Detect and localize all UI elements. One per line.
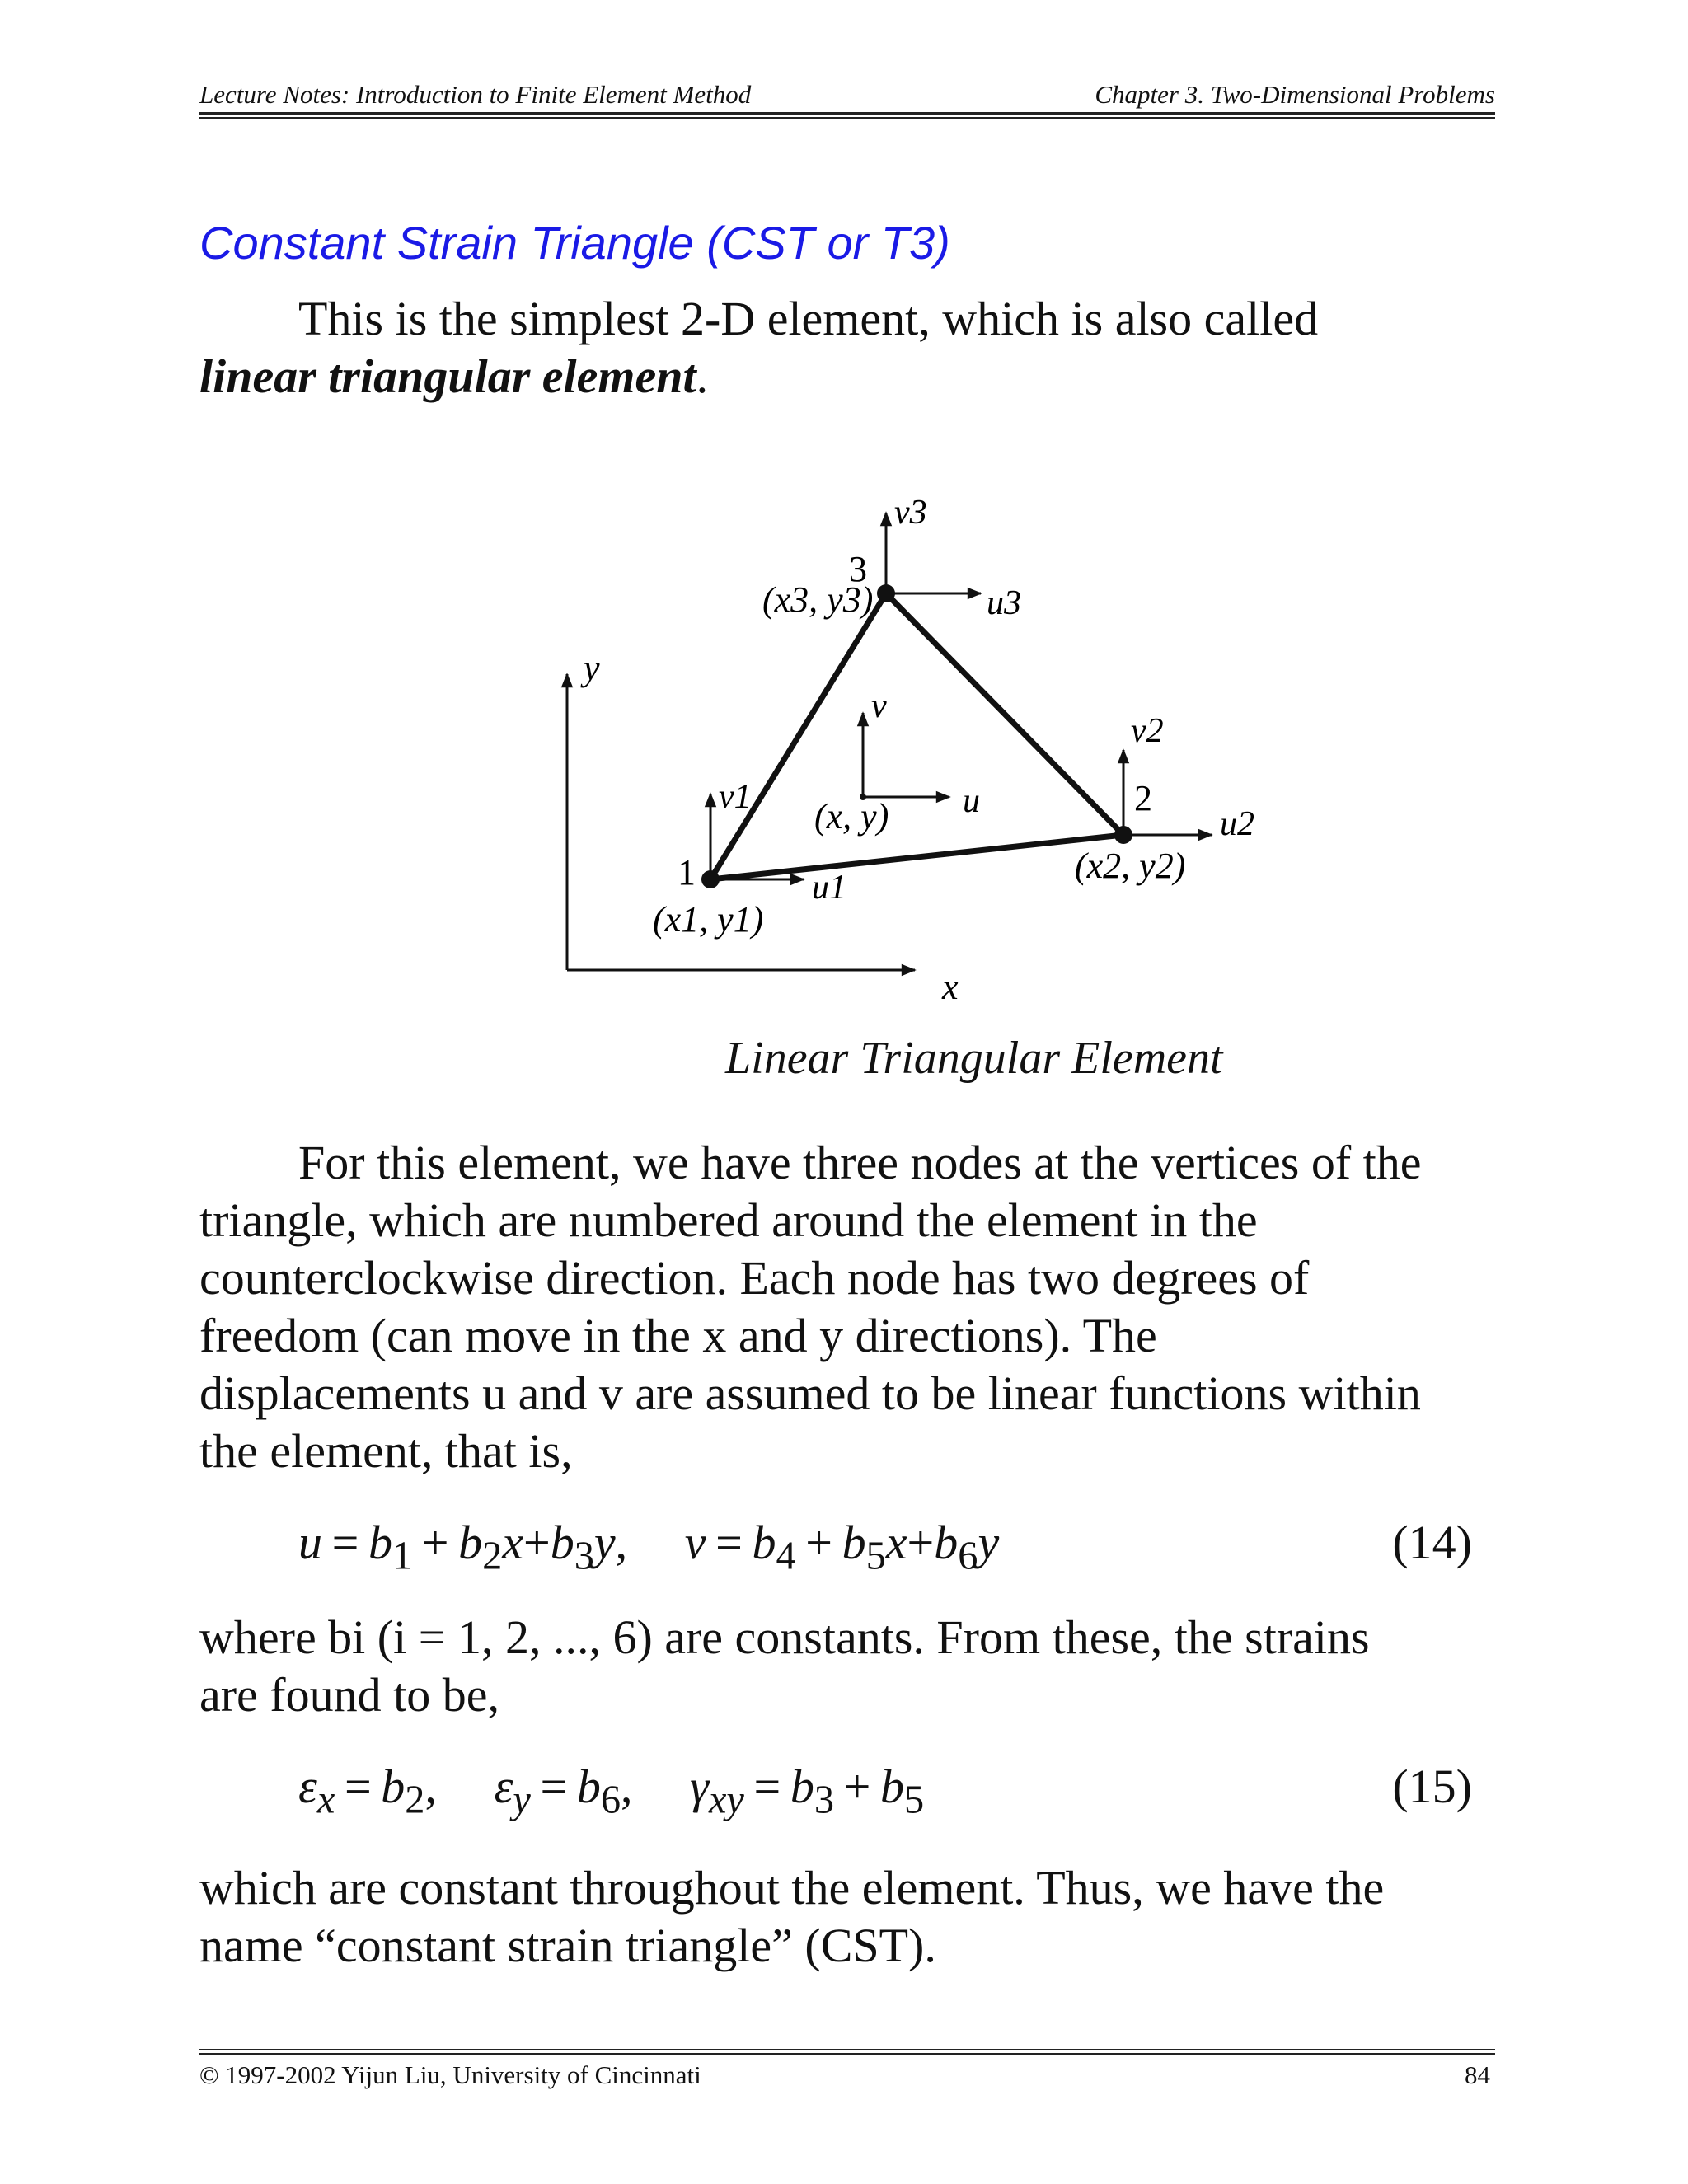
y-axis-label: y — [584, 648, 600, 688]
node-2-coord: (x2, y2) — [1075, 846, 1186, 886]
p1-line-6: the element, that is, — [199, 1424, 573, 1478]
intro-bold-term: linear triangular element — [199, 349, 696, 403]
node-2-v-label: v2 — [1131, 712, 1164, 750]
p1-line-1: For this element, we have three nodes at the vertices of the — [298, 1136, 1422, 1189]
p3-line-1: which are constant throughout the element. Thus, we have the — [199, 1861, 1385, 1915]
body-paragraph-1 — [199, 1134, 1518, 1480]
footer-rule-bottom — [199, 2053, 1495, 2055]
footer-page-number: 84 — [1465, 2060, 1490, 2089]
node-2-number: 2 — [1134, 778, 1152, 818]
running-header-left: Lecture Notes: Introduction to Finite Element Method — [199, 80, 752, 109]
node-3-coord: (x3, y3) — [762, 579, 874, 620]
p1-line-4: freedom (can move in the x and y directions). The — [199, 1309, 1157, 1362]
node-2-u-label: u2 — [1220, 805, 1254, 843]
intro-line-1: This is the simplest 2-D element, which is also called — [298, 292, 1319, 345]
p1-line-3: counterclockwise direction. Each node has two degrees of — [199, 1251, 1310, 1305]
node-1-v-label: v1 — [719, 778, 752, 816]
p1-line-5: displacements u and v are assumed to be linear functions within — [199, 1366, 1421, 1420]
triangle-element — [710, 593, 1123, 879]
intro-period: . — [696, 349, 709, 403]
x-axis-label: x — [942, 967, 959, 1007]
node-1-number: 1 — [678, 852, 696, 893]
interior-coord: (x, y) — [814, 796, 889, 837]
equation-15-number: (15) — [1392, 1760, 1472, 1813]
equation-15: $\varepsilon_x = b_2$, $\varepsilon_y = b_6$, $\gamma_{xy} = b_3 + b_5$ — [298, 1760, 925, 1822]
p1-line-2: triangle, which are numbered around the element in the — [199, 1193, 1258, 1247]
interior-v-label: v — [871, 687, 887, 725]
body-paragraph-3 — [199, 1859, 1518, 1975]
node-3-number: 3 — [849, 549, 867, 589]
node-3-v-label: v3 — [894, 494, 927, 532]
node-3-u-label: u3 — [987, 584, 1021, 622]
p2-line-1: where bi (i = 1, 2, ..., 6) are constants. From these, the strains — [199, 1610, 1370, 1664]
node-1-u-label: u1 — [812, 869, 846, 907]
p2-line-2: are found to be, — [199, 1668, 499, 1722]
footer-copyright: © 1997-2002 Yijun Liu, University of Cincinnati — [199, 2060, 701, 2089]
equation-14-number: (14) — [1392, 1516, 1472, 1569]
equation-14: $u = b_1 + b_2x+b_3y$, $v = b_4 + b_5x+b_6y$ — [298, 1516, 1000, 1578]
p3-line-2: name “constant strain triangle” (CST). — [199, 1919, 936, 1972]
body-paragraph-2 — [199, 1609, 1518, 1724]
section-title: Constant Strain Triangle (CST or T3) — [199, 217, 950, 269]
interior-u-label: u — [963, 782, 980, 820]
footer-rule-top — [199, 2049, 1495, 2050]
figure-caption: Linear Triangular Element — [725, 1033, 1223, 1084]
triangle-element-figure — [0, 0, 1688, 1071]
running-header-right: Chapter 3. Two-Dimensional Problems — [1095, 80, 1495, 109]
node-1-coord: (x1, y1) — [653, 899, 764, 940]
